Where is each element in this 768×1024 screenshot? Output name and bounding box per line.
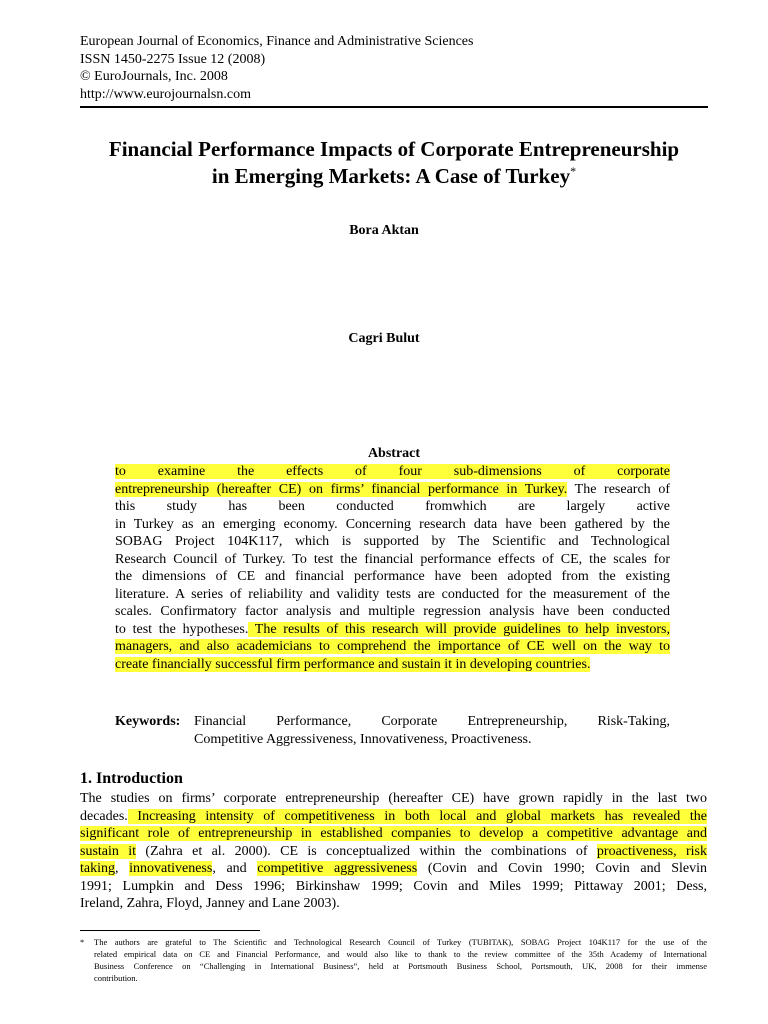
text-segment: 1991; Lumpkin and Dess 1996; Birkinshaw 1999; Covin and Miles 1999; Pittaway 2001; Dess,: [80, 878, 707, 894]
highlighted-text: The results of this research will provide guidelines to help investors,: [248, 621, 671, 637]
abstract-body: [115, 463, 670, 673]
journal-issn: ISSN 1450-2275 Issue 12 (2008): [80, 51, 266, 67]
abstract-line: [115, 586, 670, 604]
text-segment: in Turkey as an emerging economy. Concerning research data have been gathered by the: [115, 516, 670, 532]
text-segment: scales. Confirmatory factor analysis and multiple regression analysis have been conducted: [115, 604, 670, 619]
text-segment: Research Council of Turkey. To test the financial performance effects of CE, the scales for: [115, 551, 670, 567]
text-segment: which are largely active: [452, 499, 670, 514]
text-segment: decades.: [80, 808, 128, 824]
keywords-line-2: Competitive Aggressiveness, Innovativeness, Proactiveness.: [194, 732, 532, 747]
keywords-line-1: Financial Performance, Corporate Entrepreneurship, Risk-Taking,: [194, 714, 670, 729]
abstract-line: [115, 621, 670, 639]
title-line-2: in Emerging Markets: A Case of Turkey: [211, 164, 571, 188]
text-segment: SOBAG Project 104K117, which is supported by The Scientific and Technological: [115, 534, 670, 549]
text-segment: The studies on firms’ corporate entrepreneurship (hereafter CE) have grown rapidly in the last two: [80, 791, 707, 806]
text-segment: literature. A series of reliability and validity tests are conducted for the measurement of the: [115, 586, 670, 602]
highlighted-text: significant role of entrepreneurship in established companies to develop a competitive advantage and: [80, 826, 707, 841]
text-segment: the dimensions of CE and financial performance have been adopted from the existing: [115, 569, 670, 584]
highlighted-text: innovativeness: [129, 861, 213, 876]
journal-header: [80, 33, 473, 103]
highlighted-text: Increasing intensity of competitiveness in both local and global markets has revealed the: [127, 808, 707, 824]
text-segment: (Zahra et al. 2000). CE is conceptualized within the combinations of: [136, 843, 597, 859]
text-segment: The research of: [567, 481, 670, 497]
highlighted-text: entrepreneurship (hereafter CE) on firms’ financial performance in Turkey.: [115, 481, 568, 497]
introduction-body: [80, 790, 707, 913]
abstract-line: [115, 656, 670, 674]
footnote-divider: [80, 930, 260, 931]
highlighted-text: to examine the effects of four sub-dimensions of corporate: [115, 464, 670, 479]
author-2: Cagri Bulut: [348, 331, 420, 346]
abstract-heading: Abstract: [367, 446, 421, 461]
introduction-line: [80, 878, 707, 896]
highlighted-text: managers, and also academicians to comprehend the importance of CE well on the way to: [115, 639, 670, 654]
footnote-body: [94, 936, 707, 984]
title-footnote-mark[interactable]: *: [570, 164, 577, 178]
section-heading-introduction: 1. Introduction: [80, 770, 183, 787]
abstract-line: [115, 463, 670, 481]
footnote-line: related empirical data on CE and Financial Performance, and would also like to thank to the review committee of the 35th Academy of International: [94, 949, 707, 959]
footnote-line: Business Conference on “Challenging in International Business”, held at Portsmouth Business School, Portsmouth, UK, 2008 for their immense: [94, 961, 707, 971]
header-divider: [80, 106, 708, 108]
abstract-line: [115, 638, 670, 656]
abstract-line: [115, 498, 670, 516]
text-segment: this study has been conducted from: [115, 499, 453, 514]
introduction-line: [80, 843, 707, 861]
highlighted-text: proactiveness, risk: [596, 843, 707, 859]
text-segment: (Covin and Covin 1990; Covin and Slevin: [417, 861, 707, 876]
introduction-line: [80, 808, 707, 826]
abstract-line: [115, 603, 670, 621]
introduction-line: [80, 860, 707, 878]
abstract-line: [115, 516, 670, 534]
highlighted-text: taking: [80, 861, 115, 876]
keywords-label: Keywords:: [115, 714, 181, 729]
text-segment: to test the hypotheses.: [115, 621, 249, 637]
footnote-line: The authors are grateful to The Scientific and Technological Research Council of Turkey (TUBITAK), SOBAG Project 104K117 for the use of the: [94, 937, 707, 947]
abstract-line: [115, 533, 670, 551]
journal-name: European Journal of Economics, Finance and Administrative Sciences: [80, 34, 474, 49]
journal-url[interactable]: http://www.eurojournalsn.com: [80, 86, 251, 102]
text-segment: , and: [212, 861, 258, 876]
introduction-line: [80, 895, 707, 913]
highlighted-text: competitive aggressiveness: [257, 861, 418, 876]
title-line-1: Financial Performance Impacts of Corporate Entrepreneurship: [108, 137, 680, 161]
highlighted-text: create financially successful firm performance and sustain it in developing countries.: [115, 656, 591, 672]
introduction-line: [80, 825, 707, 843]
paper-title: [60, 136, 728, 190]
journal-copyright: © EuroJournals, Inc. 2008: [80, 69, 228, 84]
introduction-line: [80, 790, 707, 808]
highlighted-text: sustain it: [80, 843, 137, 859]
abstract-line: [115, 481, 670, 499]
author-1: Bora Aktan: [349, 223, 419, 238]
text-segment: ,: [115, 861, 130, 876]
abstract-line: [115, 551, 670, 569]
abstract-line: [115, 568, 670, 586]
footnote-line: contribution.: [94, 973, 138, 983]
text-segment: Ireland, Zahra, Floyd, Janney and Lane 2003).: [80, 896, 340, 911]
footnote-mark: *: [80, 937, 85, 947]
